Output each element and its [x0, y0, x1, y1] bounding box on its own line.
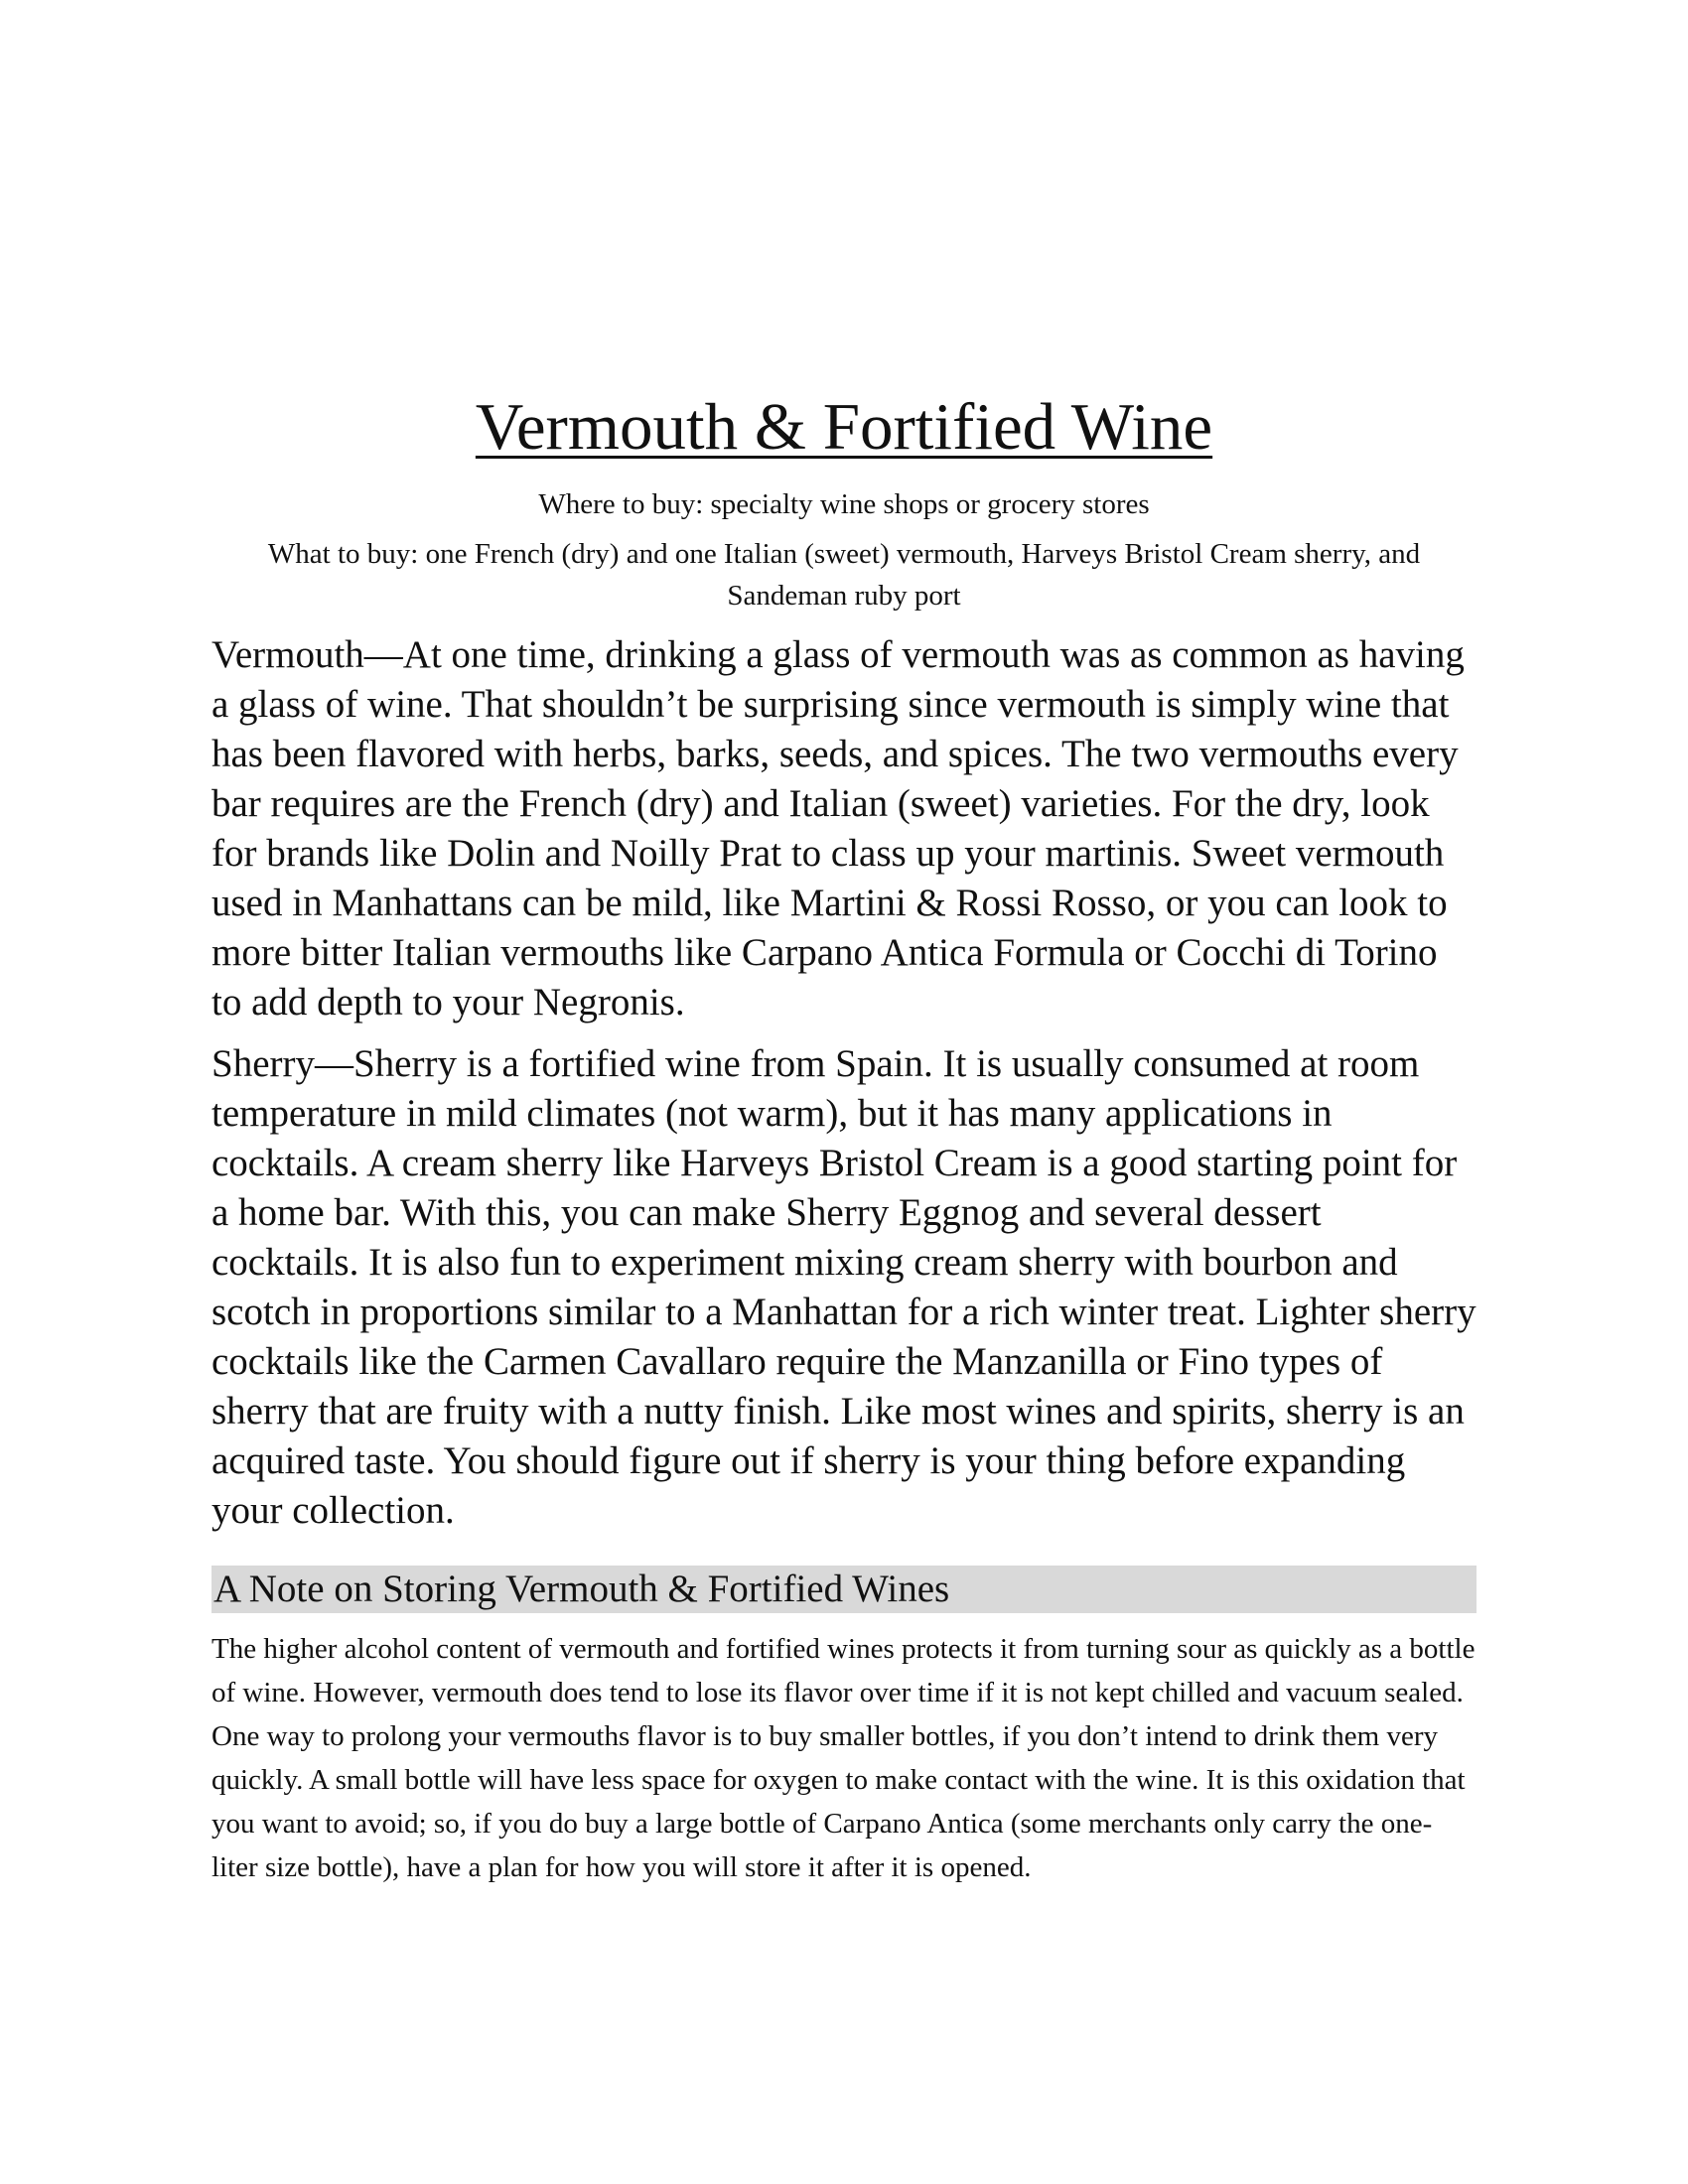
what-to-buy-line: What to buy: one French (dry) and one Italian (sweet) vermouth, Harveys Bristol Cream sherry, and Sandeman ruby port [267, 538, 1421, 612]
storage-note-heading: A Note on Storing Vermouth & Fortified Wines [211, 1566, 1477, 1613]
storage-note-paragraph: The higher alcohol content of vermouth and fortified wines protects it from turning sour as quickly as a bottle of wine. However, vermouth does tend to lose its flavor over time if it is not kept chilled and vacuum sealed. One way to prolong your vermouths flavor is to buy smaller bottles, if you don’t intend to drink them very quickly. A small bottle will have less space for oxygen to make contact with the wine. It is this oxidation that you want to avoid; so, if you do buy a large bottle of Carpano Antica (some merchants only carry the one-liter size bottle), have a plan for how you will store it after it is opened. [211, 1633, 1476, 1883]
where-to-buy-line: Where to buy: specialty wine shops or grocery stores [538, 488, 1150, 520]
vermouth-paragraph: Vermouth—At one time, drinking a glass of vermouth was as common as having a glass of wine. That shouldn’t be surprising since vermouth is simply wine that has been flavored with herbs, barks, seeds, and spices. The two vermouths every bar requires are the French (dry) and Italian (sweet) varieties. For the dry, look for brands like Dolin and Noilly Prat to class up your martinis. Sweet vermouth used in Manhattans can be mild, like Martini & Rossi Rosso, or you can look to more bitter Italian vermouths like Carpano Antica Formula or Cocchi di Torino to add depth to your Negronis. [211, 633, 1465, 1024]
page-title: Vermouth & Fortified Wine [475, 390, 1213, 464]
document-page [211, 382, 1477, 1889]
sherry-paragraph: Sherry—Sherry is a fortified wine from Spain. It is usually consumed at room temperature in mild climates (not warm), but it has many applications in cocktails. A cream sherry like Harveys Bristol Cream is a good starting point for a home bar. With this, you can make Sherry Eggnog and several dessert cocktails. It is also fun to experiment mixing cream sherry with bourbon and scotch in proportions similar to a Manhattan for a rich winter treat. Lighter sherry cocktails like the Carmen Cavallaro require the Manzanilla or Fino types of sherry that are fruity with a nutty finish. Like most wines and spirits, sherry is an acquired taste. You should figure out if sherry is your thing before expanding your collection. [211, 1042, 1477, 1532]
